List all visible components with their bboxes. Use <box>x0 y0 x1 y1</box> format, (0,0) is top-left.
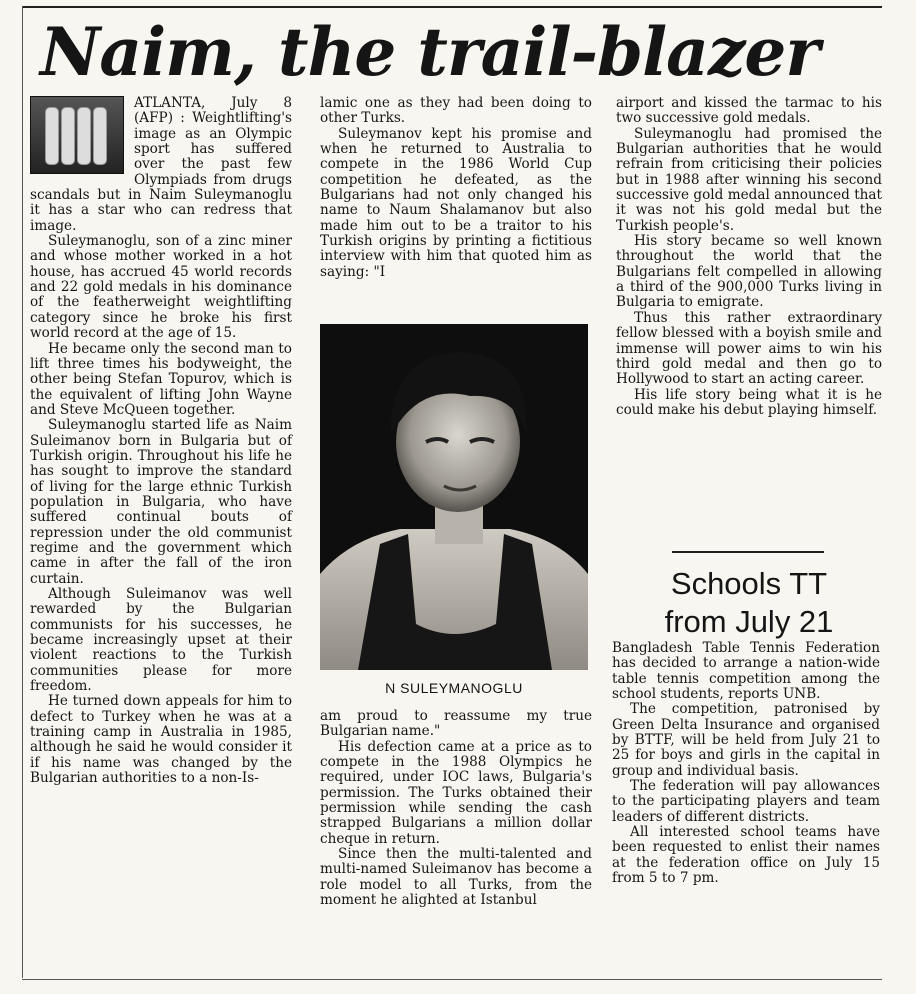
paragraph: Bangladesh Table Tennis Federation has decided to arrange a nation-wide table tennis competition among the school students, reports UNB. <box>612 640 880 703</box>
lead-paragraph: ATLANTA, July 8 (AFP) : Weightlifting's image as an Olympic sport has suffered over the past few Olympiads from drugs scandals but in Naim Suleymanoglu it has a star who can redress that image. <box>30 95 292 234</box>
paragraph: His story became so well known throughout the world that the Bulgarians felt compelled in allowing a third of the 900,000 Turks living in Bulgaria to emigrate. <box>616 233 882 311</box>
column-3-bottom <box>612 641 880 887</box>
paragraph: Thus this rather extraordinary fellow blessed with a boyish smile and immense will power aims to win his third gold medal and then go to Hollywood to start an acting career. <box>616 309 882 388</box>
photo-caption: N SULEYMANOGLU <box>385 680 523 696</box>
paragraph: He became only the second man to lift three times his bodyweight, the other being Stefan Topurov, which is the equivalent of lifting John Wayne and Steve McQueen together. <box>30 340 292 418</box>
paragraph: Suleymanoglu started life as Naim Suleimanov born in Bulgaria but of Turkish origin. Throughout his life he has sought to improve the standard of living for the large ethnic Turkish population in Bulgaria, who have suffered continual bouts of repression under the old communist regime and the government which came in after the fall of the iron curtain. <box>30 417 292 587</box>
column-3-top <box>616 96 882 418</box>
section-divider <box>672 551 824 553</box>
headline: Naim, the trail-blazer <box>40 13 820 91</box>
paragraph: He turned down appeals for him to defect to Turkey when he was at a training camp in Australia in 1985, although he said he would consider it if his name was changed by the Bulgarian authorities to a non-Is- <box>30 693 292 787</box>
paragraph: Suleymanoglu, son of a zinc miner and whose mother worked in a hot house, has accrued 45 world records and 22 gold medals in his dominance of the featherweight weightlifting category since he broke his first world record at the age of 15. <box>30 233 292 342</box>
subheadline-line-2: from July 21 <box>664 604 834 639</box>
paragraph: lamic one as they had been doing to other Turks. <box>320 95 592 127</box>
paragraph: His defection came at a price as to compete in the 1988 Olympics he required, under IOC laws, Bulgaria's permission. The Turks obtained their permission while sending the cash strapped Bulgarians a million dollar cheque in return. <box>320 738 592 847</box>
subheadline-line-1: Schools TT <box>670 566 828 601</box>
bottom-rule <box>22 979 882 980</box>
paragraph: am proud to reassume my true Bulgarian name." <box>320 708 592 740</box>
paragraph: Although Suleimanov was well rewarded by the Bulgarian communists for his successes, he became increasingly upset at their violent reactions to the Turkish communities please for more freedom. <box>30 586 292 695</box>
left-rule <box>22 6 23 978</box>
paragraph: All interested school teams have been requested to enlist their names at the federation office on July 15 from 5 to 7 pm. <box>612 824 880 887</box>
paragraph: Suleymanov kept his promise and when he returned to Australia to compete in the 1986 World Cup competition he defeated, as the Bulgarians had not only changed his name to Naum Shalamanov but also made him out to be a traitor to his Turkish origins by printing a fictitious interview with him that quoted him as saying: "I <box>320 125 592 280</box>
paragraph: His life story being what it is he could make his debut playing himself. <box>616 386 882 418</box>
athlete-photo <box>320 324 588 670</box>
subheadline <box>616 565 882 641</box>
column-1 <box>30 96 292 786</box>
paragraph: The federation will pay allowances to the participating players and team leaders of different districts. <box>612 778 880 825</box>
column-2-top <box>320 96 592 280</box>
paragraph: airport and kissed the tarmac to his two successive gold medals. <box>616 95 882 127</box>
top-rule <box>22 6 882 8</box>
weightlifting-logo-icon <box>30 96 124 174</box>
paragraph: The competition, patronised by Green Delta Insurance and organised by BTTF, will be held from July 21 to 25 for boys and girls in the capital in group and individual basis. <box>612 701 880 779</box>
paragraph: Since then the multi-talented and multi-named Suleimanov has become a role model to all Turks, from the moment he alighted at Istanbul <box>320 846 592 909</box>
column-2-bottom <box>320 709 592 908</box>
paragraph: Suleymanoglu had promised the Bulgarian authorities that he would refrain from criticising their policies but in 1988 after winning his second successive gold medal announced that it was not his gold medal but the Turkish people's. <box>616 125 882 234</box>
